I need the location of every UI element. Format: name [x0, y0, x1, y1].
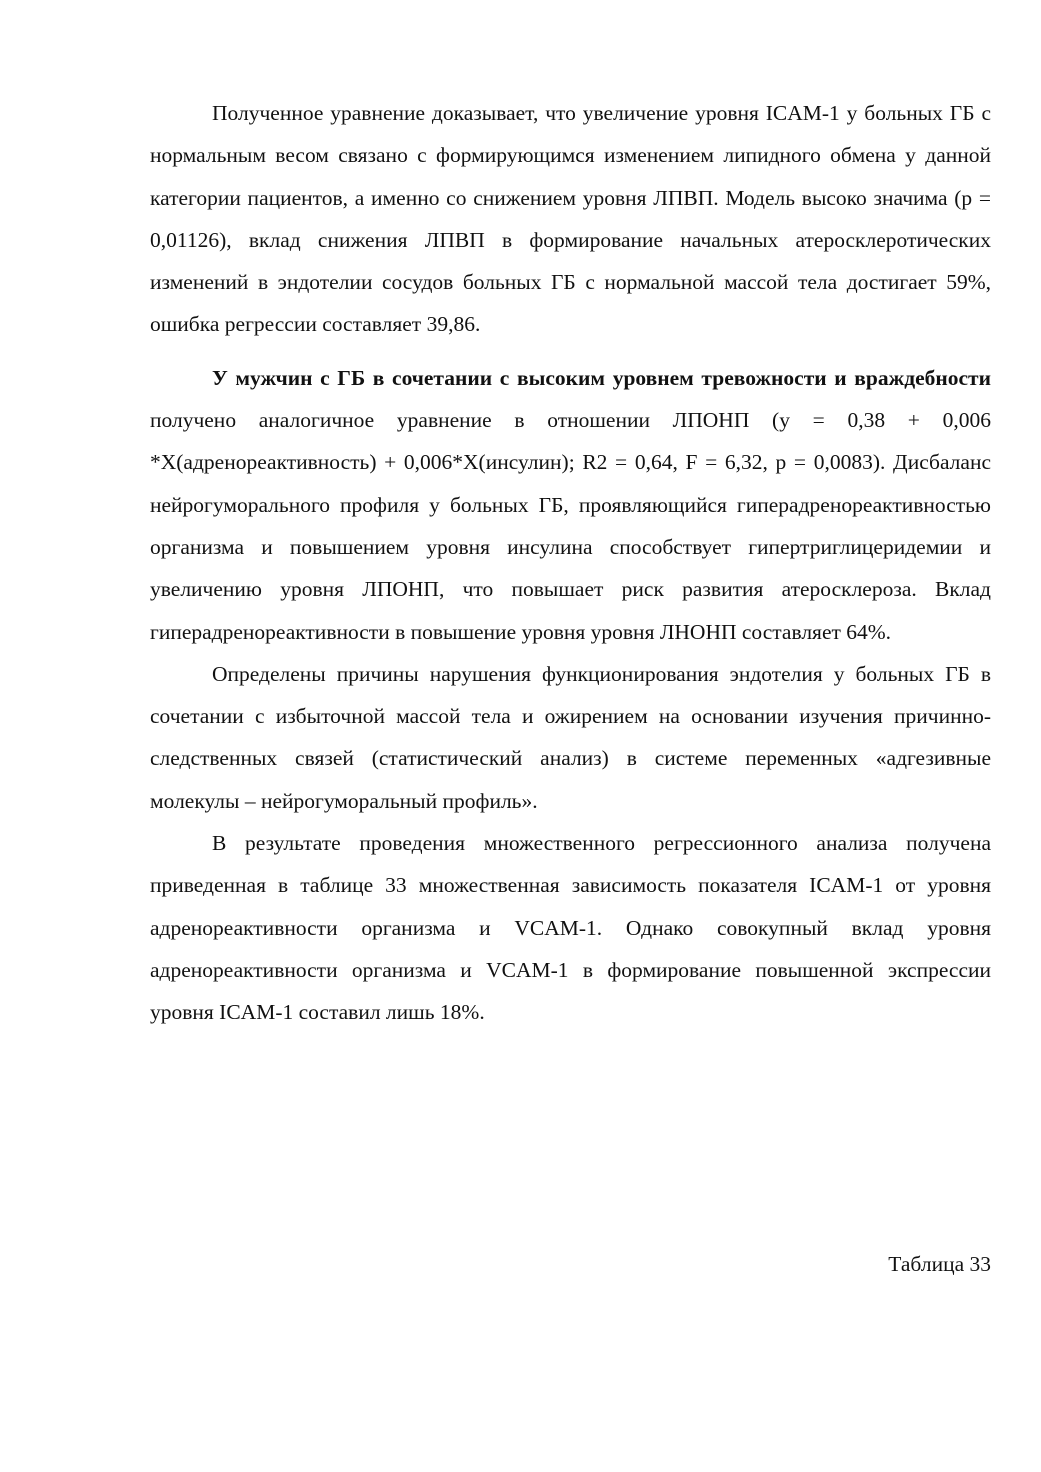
paragraph-bold-lead: У мужчин с ГБ в сочетании с высоким уровнем тревожности и враждебности — [212, 365, 991, 390]
paragraph-endothelium-causes — [150, 653, 991, 822]
paragraph-icam-equation — [150, 92, 991, 346]
paragraph-regression-result — [150, 822, 991, 1033]
paragraph-text: получено аналогичное уравнение в отношении ЛПОНП (у = 0,38 + 0,006 *Х(адренореактивность) + 0,006*Х(инсулин); R2 = 0,64, F = 6,32, р = 0,0083). Дисбаланс нейрогуморального профиля у больных ГБ, проявляющийся гиперадренореактивностью организма и повышением уровня инсулина способствует гипертриглицеридемии и увеличению уровня ЛПОНП, что повышает риск развития атеросклероза. Вклад гиперадренореактивности в повышение уровня уровня ЛНОНП составляет 64%. — [150, 408, 991, 644]
document-body — [150, 92, 991, 1034]
paragraph-text: В результате проведения множественного регрессионного анализа получена приведенная в таблице 33 множественная зависимость показателя ICAM-1 от уровня адренореактивности организма и VCAM-1. Однако совокупный вклад уровня адренореактивности организма и VCAM-1 в формирование повышенной экспрессии уровня ICAM-1 составил лишь 18%. — [150, 831, 991, 1025]
paragraph-men-anxiety — [150, 357, 991, 653]
paragraph-text: Полученное уравнение доказывает, что увеличение уровня ICAM-1 у больных ГБ с нормальным весом связано с формирующимся изменением липидного обмена у данной категории пациентов, а именно со снижением уровня ЛПВП. Модель высоко значима (р = 0,01126), вклад снижения ЛПВП в формирование начальных атеросклеротических изменений в эндотелии сосудов больных ГБ с нормальной массой тела достигает 59%, ошибка регрессии составляет 39,86. — [150, 101, 991, 337]
paragraph-text: Определены причины нарушения функционирования эндотелия у больных ГБ в сочетании с избыточной массой тела и ожирением на основании изучения причинно-следственных связей (статистический анализ) в системе переменных «адгезивные молекулы – нейрогуморальный профиль». — [150, 661, 991, 813]
table-caption: Таблица 33 — [888, 1252, 991, 1276]
